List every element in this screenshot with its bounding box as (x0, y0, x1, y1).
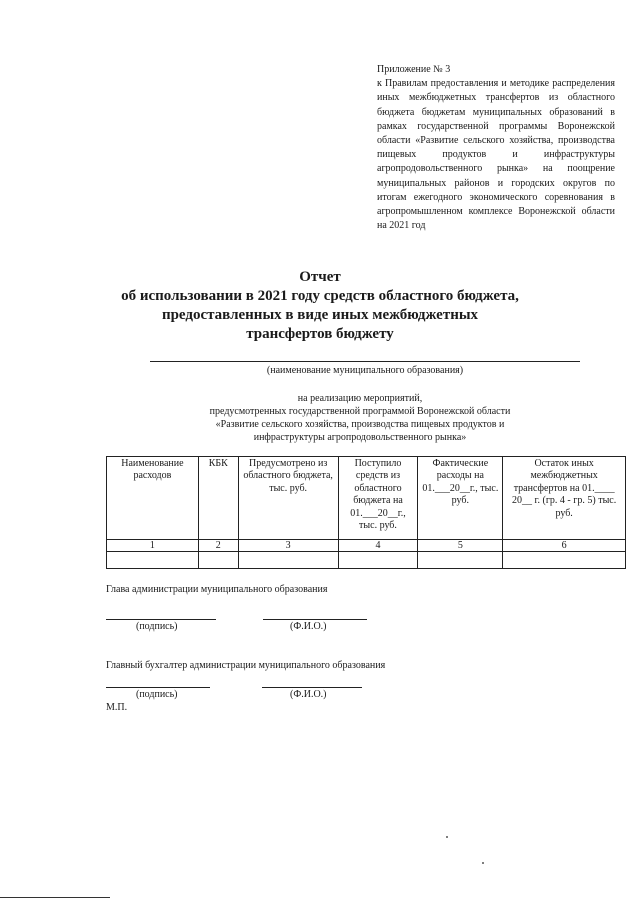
table-cell (198, 552, 238, 569)
col-number-2: 2 (198, 540, 238, 552)
table-cell (503, 552, 626, 569)
accountant-name-line (262, 687, 362, 688)
municipality-caption: (наименование муниципального образования) (266, 365, 464, 376)
accountant-signature-line (106, 687, 210, 688)
municipality-blank-line (150, 361, 580, 362)
table-cell (338, 552, 418, 569)
head-signature-caption: (подпись) (136, 621, 178, 632)
accountant-title: Главный бухгалтер администрации муниципального образования (106, 660, 386, 671)
table-cell (107, 552, 199, 569)
table-row (107, 552, 626, 569)
table-header-row (107, 457, 626, 540)
col-number-6: 6 (503, 540, 626, 552)
footnote-rule (0, 897, 110, 898)
header-expense-name: Наименование расходов (107, 457, 199, 540)
appendix-block (377, 63, 615, 233)
purpose-line-1: на реализацию мероприятий, (297, 393, 423, 404)
table-cell (238, 552, 338, 569)
head-signature-line (106, 619, 216, 620)
head-name-line (263, 619, 367, 620)
purpose-block (140, 392, 580, 444)
report-title (90, 268, 550, 344)
col-number-4: 4 (338, 540, 418, 552)
col-number-3: 3 (238, 540, 338, 552)
head-title: Глава администрации муниципального образования (106, 584, 328, 595)
report-table (106, 456, 626, 569)
accountant-name-caption: (Ф.И.О.) (290, 689, 327, 700)
title-line-1: Отчет (299, 269, 341, 285)
table-cell (418, 552, 503, 569)
header-remainder: Остаток иных межбюджетных трансфертов на 01.____ 20__ г. (гр. 4 - гр. 5) тыс. руб. (503, 457, 626, 540)
header-planned: Предусмотрено из областного бюджета, тыс. руб. (238, 457, 338, 540)
head-name-caption: (Ф.И.О.) (290, 621, 327, 632)
scan-speck (482, 862, 484, 864)
accountant-signature-caption: (подпись) (136, 689, 178, 700)
title-line-2: об использовании в 2021 году средств областного бюджета, (121, 288, 519, 304)
purpose-line-4: инфраструктуры агропродовольственного рынка» (253, 432, 467, 443)
appendix-text: к Правилам предоставления и методике распределения иных межбюджетных трансфертов из областного бюджета бюджетам муниципальных образований в рамках государственной программы Воронежской области «Развитие сельского хозяйства, производства пищевых продуктов и инфраструктуры агропродовольственного рынка» на поощрение муниципальных районов и городских округов по итогам ежегодного экономического соревнования в агропромышленном комплексе Воронежской области на 2021 год (377, 78, 615, 232)
table-number-row (107, 540, 626, 552)
scan-speck (446, 836, 448, 838)
purpose-line-3: «Развитие сельского хозяйства, производства пищевых продуктов и (215, 419, 505, 430)
title-line-4: трансфертов бюджету (246, 326, 394, 342)
header-kbk: КБК (198, 457, 238, 540)
title-line-3: предоставленных в виде иных межбюджетных (161, 307, 479, 323)
header-actual: Фактические расходы на 01.___20__г., тыс. руб. (418, 457, 503, 540)
stamp-label: М.П. (106, 702, 128, 713)
col-number-1: 1 (107, 540, 199, 552)
col-number-5: 5 (418, 540, 503, 552)
header-received: Поступило средств из областного бюджета на 01.___20__г., тыс. руб. (338, 457, 418, 540)
purpose-line-2: предусмотренных государственной программой Воронежской области (209, 406, 511, 417)
appendix-number: Приложение № 3 (377, 64, 451, 75)
